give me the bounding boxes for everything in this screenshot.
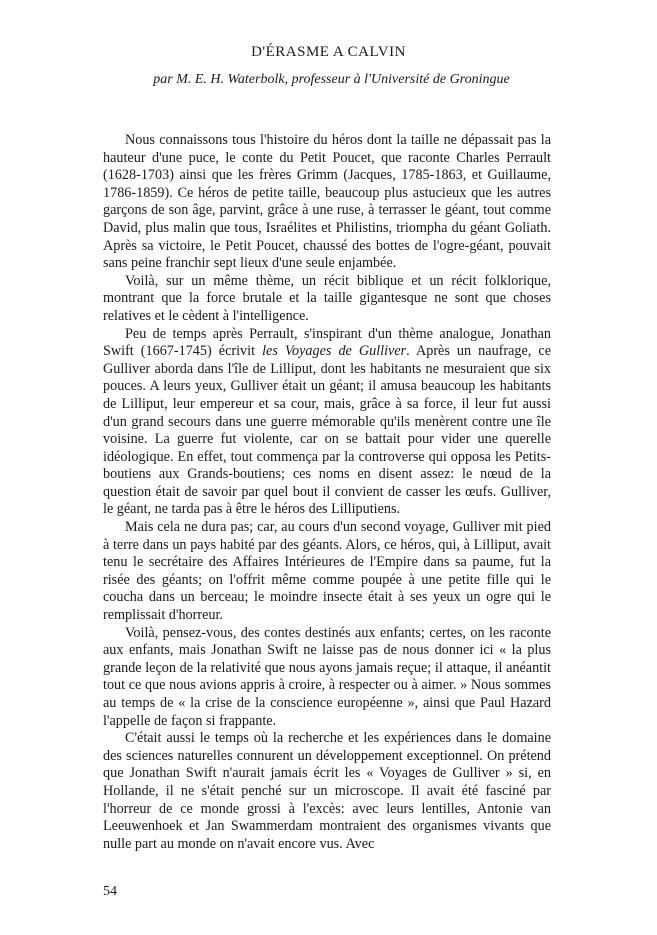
article-body <box>103 132 551 853</box>
paragraph-3-text-start: Peu de temps après Perrault, s'inspirant d'un thème analogue, Jonathan Swift (1667-1745) écrivit <box>103 325 551 360</box>
paragraph-3-text-end: . Après un naufrage, ce Gulliver aborda dans l'île de Lilliput, dont les habitants ne mesuraient que six pouces. A leurs yeux, Gulliver était un géant; il amusa beaucoup les habitants de Lilliput, leur empereur et sa cour, mais, grâce à sa force, il leur fut aussi d'un grand secours dans une guerre mémorable qu'ils menèrent contre une île voisine. La guerre fut violente, car on se battait pour vider une querelle idéologique. En effet, tout commença par la controverse qui opposa les Petits-boutiens aux Grands-boutiens; ces noms en disent assez: le nœud de la question était de savoir par quel bout il convient de casser les œufs. Gulliver, le géant, ne tarda pas à être le héros des Lilliputiens. <box>103 343 551 518</box>
paragraph-3 <box>103 326 551 520</box>
article-title: D'ÉRASME A CALVIN <box>251 44 406 60</box>
page-number: 54 <box>103 884 117 899</box>
article-byline: par M. E. H. Waterbolk, professeur à l'Université de Groningue <box>153 72 510 87</box>
paragraph-5: Voilà, pensez-vous, des contes destinés aux enfants; certes, on les raconte aux enfants, mais Jonathan Swift ne laisse pas de nous donner ici « la plus grande leçon de la relativité que nous ayons jamais reçue; il attaque, il anéantit tout ce que nous avions appris à croire, à respecter ou à aimer. » Nous sommes au temps de « la crise de la conscience européenne », ainsi que Paul Hazard l'appelle de façon si frappante. <box>103 624 551 729</box>
paragraph-1: Nous connaissons tous l'histoire du héros dont la taille ne dépassait pas la hauteur d'une puce, le conte du Petit Poucet, que raconte Charles Perrault (1628-1703) ainsi que les frères Grimm (Jacques, 1785-1863, et Guillaume, 1786-1859). Ce héros de petite taille, beaucoup plus astucieux que les autres garçons de son âge, parvint, grâce à une ruse, à terrasser le géant, tout comme David, plus malin que tous, Israélites et Philistins, triompha du géant Goliath. Après sa victoire, le Petit Poucet, chaussé des bottes de l'ogre-géant, pouvait sans peine franchir sept lieux d'une seule enjambée. <box>103 132 551 272</box>
book-title-gulliver: les Voyages de Gulliver <box>262 343 407 360</box>
paragraph-2: Voilà, sur un même thème, un récit biblique et un récit folklorique, montrant que la force brutale et la taille gigantesque ne sont que choses relatives et le cèdent à l'intelligence. <box>103 272 551 324</box>
paragraph-6: C'était aussi le temps où la recherche et les expériences dans le domaine des sciences naturelles connurent un développement exceptionnel. On prétend que Jonathan Swift n'aurait jamais écrit les « Voyages de Gulliver » si, en Hollande, il ne s'était penché sur un microscope. Il avait été fasciné par l'horreur de ce monde grossi à l'excès: avec leurs lentilles, Antonie van Leeuwenhoek et Jan Swammerdam montraient des organismes vivants que nulle part au monde on n'avait encore vus. Avec <box>103 730 551 852</box>
paragraph-4: Mais cela ne dura pas; car, au cours d'un second voyage, Gulliver mit pied à terre dans un pays habité par des géants. Alors, ce héros, qui, à Lilliput, avait tenu le secrétaire des Affaires Intérieures de l'Empire dans sa paume, fut la risée des géants; on l'offrit même comme poupée à une petite fille qui le coucha dans un berceau; le moindre insecte était à ses yeux un ogre qui le remplissait d'horreur. <box>103 519 551 624</box>
